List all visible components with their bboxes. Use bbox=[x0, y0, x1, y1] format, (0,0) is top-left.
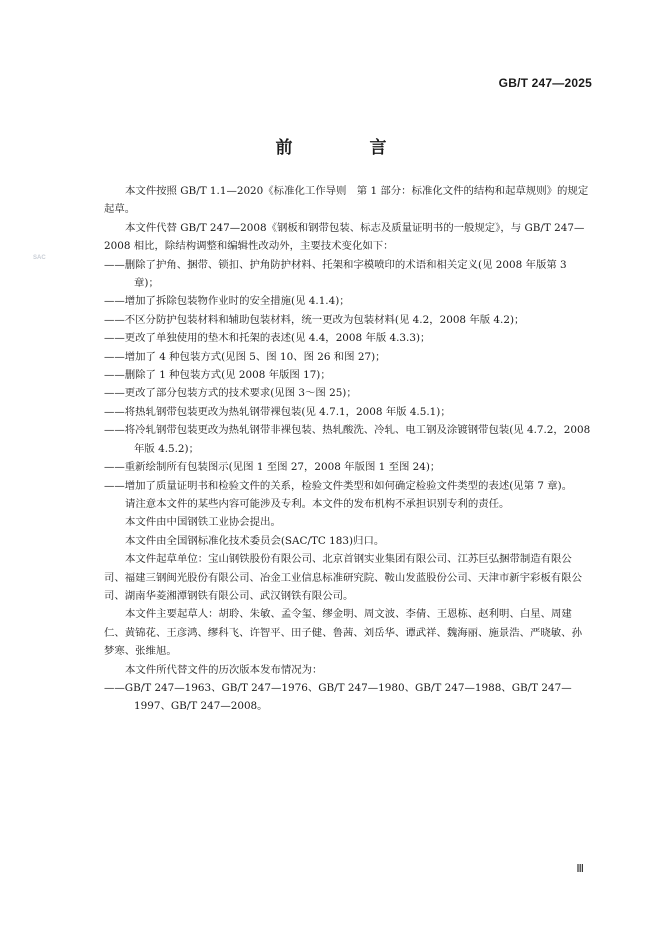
list-item: ——更改了单独使用的垫木和托架的表述(见 4.4，2008 年版 4.3.3)； bbox=[104, 332, 431, 345]
changes-list bbox=[104, 256, 592, 495]
paragraph-drafters: 本文件主要起草人：胡聆、朱敏、孟令玺、缪金明、周文波、李倩、王恩栋、赵利明、白星、周建仁、黄锦花、王彦鸿、缪科飞、许智平、田子健、鲁茜、刘岳华、谭武祥、魏海丽、施景浩、严晓敏、孙梦寒、张维旭。 bbox=[104, 608, 582, 658]
list-item: ——增加了质量证明书和检验文件的关系，检验文件类型和如何确定检验文件类型的表述(见第 7 章)。 bbox=[104, 479, 573, 492]
foreword-body bbox=[104, 182, 592, 716]
list-item: ——更改了部分包装方式的技术要求(见图 3～图 25)； bbox=[104, 387, 357, 400]
paragraph-history-intro: 本文件所代替文件的历次版本发布情况为： bbox=[125, 663, 323, 676]
list-item: ——将冷轧钢带包装更改为热轧钢带非裸包装、热轧酸洗、冷轧、电工钢及涂镀钢带包装(见 4.7.2，2008 年版 4.5.2)； bbox=[104, 424, 591, 455]
list-item: ——不区分防护包装材料和辅助包装材料，统一更改为包装材料(见 4.2，2008 年版 4.2)； bbox=[104, 313, 525, 326]
page-number: Ⅲ bbox=[576, 863, 584, 875]
history-list-item: ——GB/T 247—1963、GB/T 247—1976、GB/T 247—1980、GB/T 247—1988、GB/T 247—1997、GB/T 247—2008。 bbox=[104, 681, 572, 713]
paragraph-drafting-rules: 本文件按照 GB/T 1.1—2020《标准化工作导则 第 1 部分：标准化文件的结构和起草规则》的规定起草。 bbox=[104, 185, 589, 216]
list-item: ——将热轧钢带包装更改为热轧钢带裸包装(见 4.7.1，2008 年版 4.5.1)； bbox=[104, 405, 451, 418]
list-item: ——重新绘制所有包装图示(见图 1 至图 27，2008 年版图 1 至图 24)； bbox=[104, 461, 441, 474]
sac-watermark: SAC bbox=[33, 255, 46, 261]
paragraph-replaces: 本文件代替 GB/T 247—2008《钢板和钢带包装、标志及质量证明书的一般规定》，与 GB/T 247—2008 相比，除结构调整和编辑性改动外，主要技术变化如下： bbox=[104, 221, 585, 253]
paragraph-drafting-units: 本文件起草单位：宝山钢铁股份有限公司、北京首钢实业集团有限公司、江苏巨弘捆带制造有限公司、福建三钢闽光股份有限公司、冶金工业信息标准研究院、鞍山发蓝股份公司、天津市新宇彩板有限公司、湖南华菱湘潭钢铁有限公司、武汉钢铁有限公司。 bbox=[104, 553, 582, 602]
list-item: ——增加了 4 种包装方式(见图 5、图 10、图 26 和图 27)； bbox=[104, 350, 386, 363]
paragraph-patent-notice: 请注意本文件的某些内容可能涉及专利。本文件的发布机构不承担识别专利的责任。 bbox=[125, 497, 510, 510]
list-item: ——删除了 1 种包装方式(见 2008 年版图 17)； bbox=[104, 369, 331, 382]
list-item: ——删除了护角、捆带、锁扣、护角防护材料、托架和字模喷印的术语和相关定义(见 2008 年版第 3 章)； bbox=[104, 258, 567, 290]
paragraph-committee: 本文件由全国钢标准化技术委员会(SAC/TC 183)归口。 bbox=[125, 534, 385, 547]
paragraph-proposer: 本文件由中国钢铁工业协会提出。 bbox=[125, 516, 281, 529]
page-title: 前 言 bbox=[275, 138, 417, 158]
standard-code: GB/T 247—2025 bbox=[498, 76, 592, 90]
list-item: ——增加了拆除包装物作业时的安全措施(见 4.1.4)； bbox=[104, 295, 350, 308]
